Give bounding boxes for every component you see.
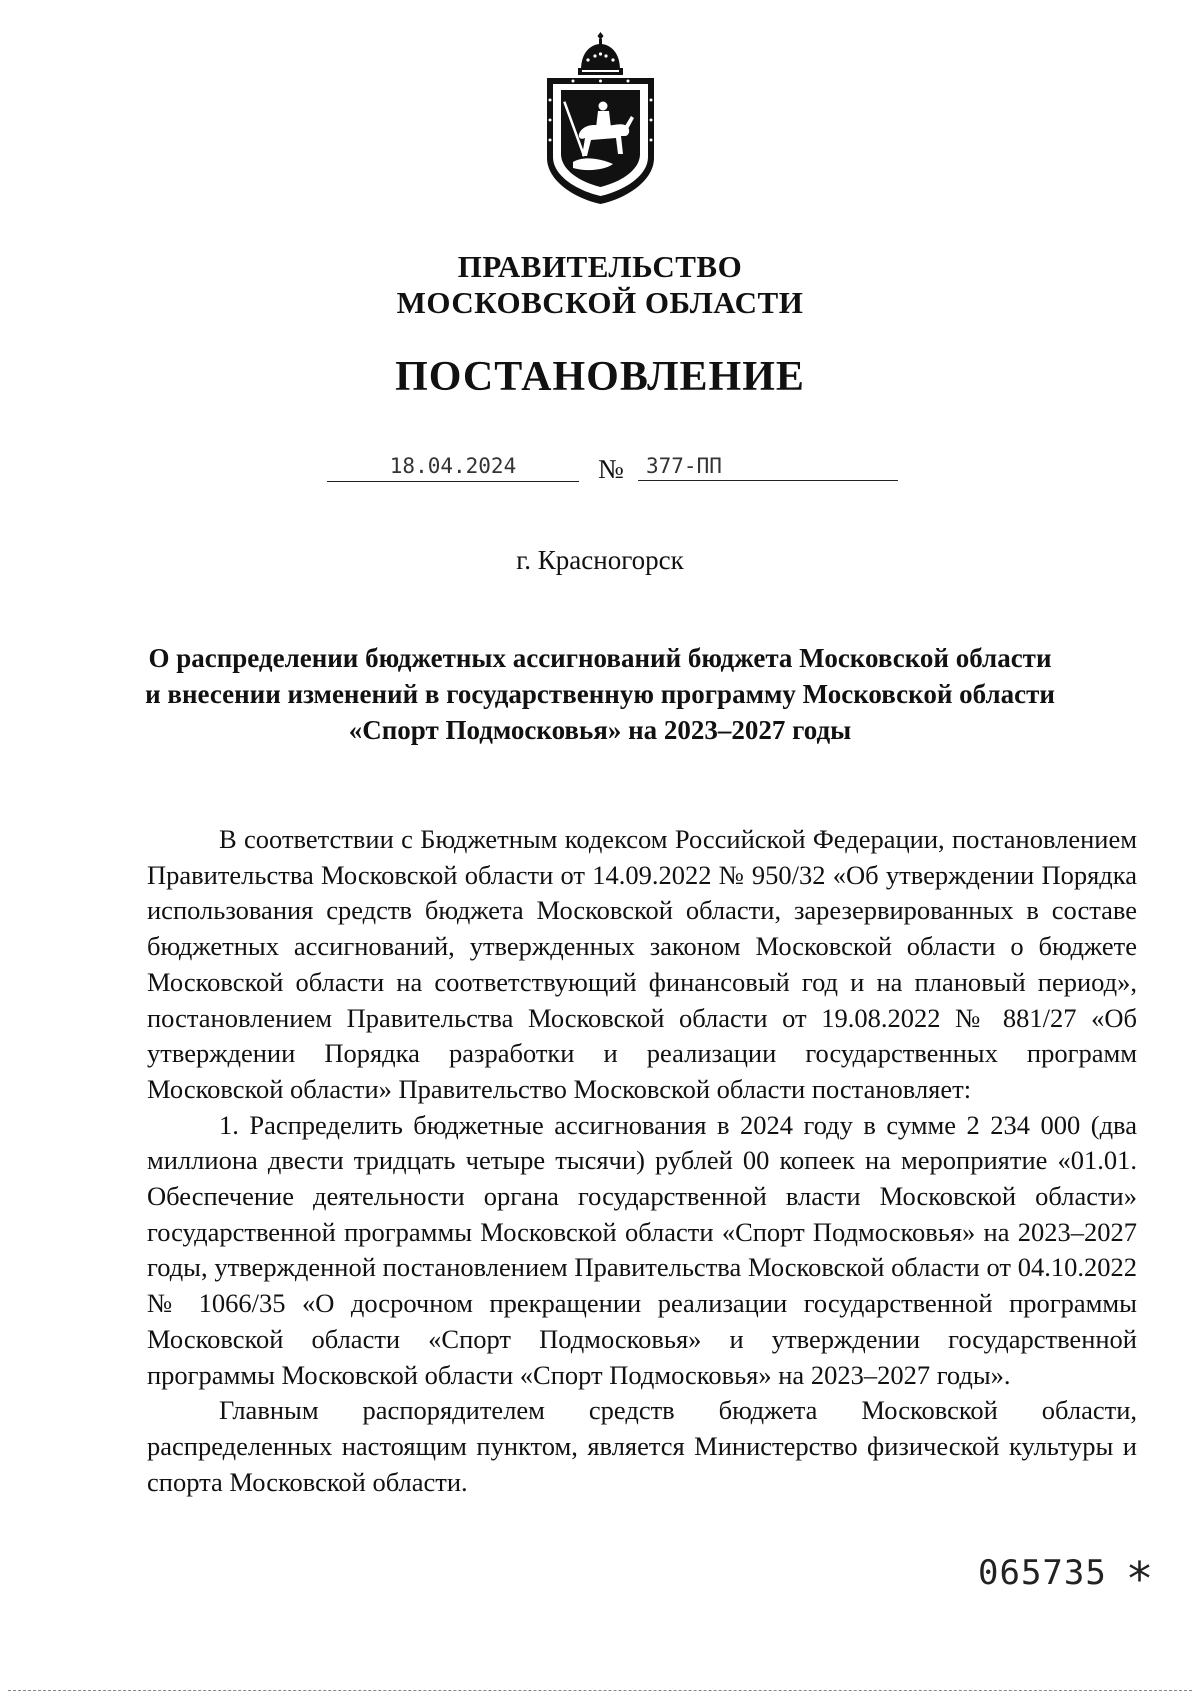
page-bottom-divider — [8, 1690, 1192, 1691]
number-sign: № — [598, 454, 624, 484]
subject-line: О распределении бюджетных ассигнований бюджета Московской области — [148, 643, 1052, 673]
organization-name-line2: МОСКОВСКОЙ ОБЛАСТИ — [396, 285, 804, 320]
serial-number: 065735 — [978, 1553, 1107, 1593]
item-1-paragraph: 1. Распределить бюджетные ассигнования в 2024 году в сумме 2 234 000 (два миллиона двести тридцать четыре тысячи) рублей 00 копеек на мероприятие «01.01. Обеспечение деятельности органа государственной власти Московской области» государственной программы Московской области «Спорт Подмосковья» на 2023–2027 годы, утвержденной постановлением Правительства Московской области от 04.10.2022 № 1066/35 «О досрочном прекращении реализации государственной программы Московской области «Спорт Подмосковья» и утверждении государственной программы Московской области «Спорт Подмосковья» на 2023–2027 годы». — [147, 1109, 1137, 1390]
organization-name-line1: ПРАВИТЕЛЬСТВО — [457, 249, 743, 284]
document-number: 377-ПП — [638, 451, 898, 481]
document-subject — [120, 640, 1080, 748]
document-date: 18.04.2024 — [327, 451, 579, 482]
subject-line: и внесении изменений в государственную программу Московской области — [145, 679, 1055, 709]
city-name: г. Красногорск — [516, 545, 684, 575]
coat-of-arms-icon — [543, 30, 658, 208]
asterisk-mark-icon: * — [1128, 1552, 1151, 1606]
item-1-manager-paragraph: Главным распорядителем средств бюджета Московской области, распределенных настоящим пунктом, является Министерство физической культуры и спорта Московской области. — [147, 1395, 1137, 1497]
document-body — [147, 822, 1137, 1500]
subject-line: «Спорт Подмосковья» на 2023–2027 годы — [348, 715, 852, 745]
document-type-title: ПОСТАНОВЛЕНИЕ — [395, 354, 805, 400]
preamble-paragraph: В соответствии с Бюджетным кодексом Российской Федерации, постановлением Правительства Московской области от 14.09.2022 № 950/32 «Об утверждении Порядка использования средств бюджета Московской области, зарезервированных в составе бюджетных ассигнований, утвержденных законом Московской области о бюджете Московской области на соответствующий финансовый год и на плановый период», постановлением Правительства Московской области от 19.08.2022 № 881/27 «Об утверждении Порядка разработки и реализации государственных программ Московской области» Правительство Московской области постановляет: — [147, 824, 1137, 1104]
